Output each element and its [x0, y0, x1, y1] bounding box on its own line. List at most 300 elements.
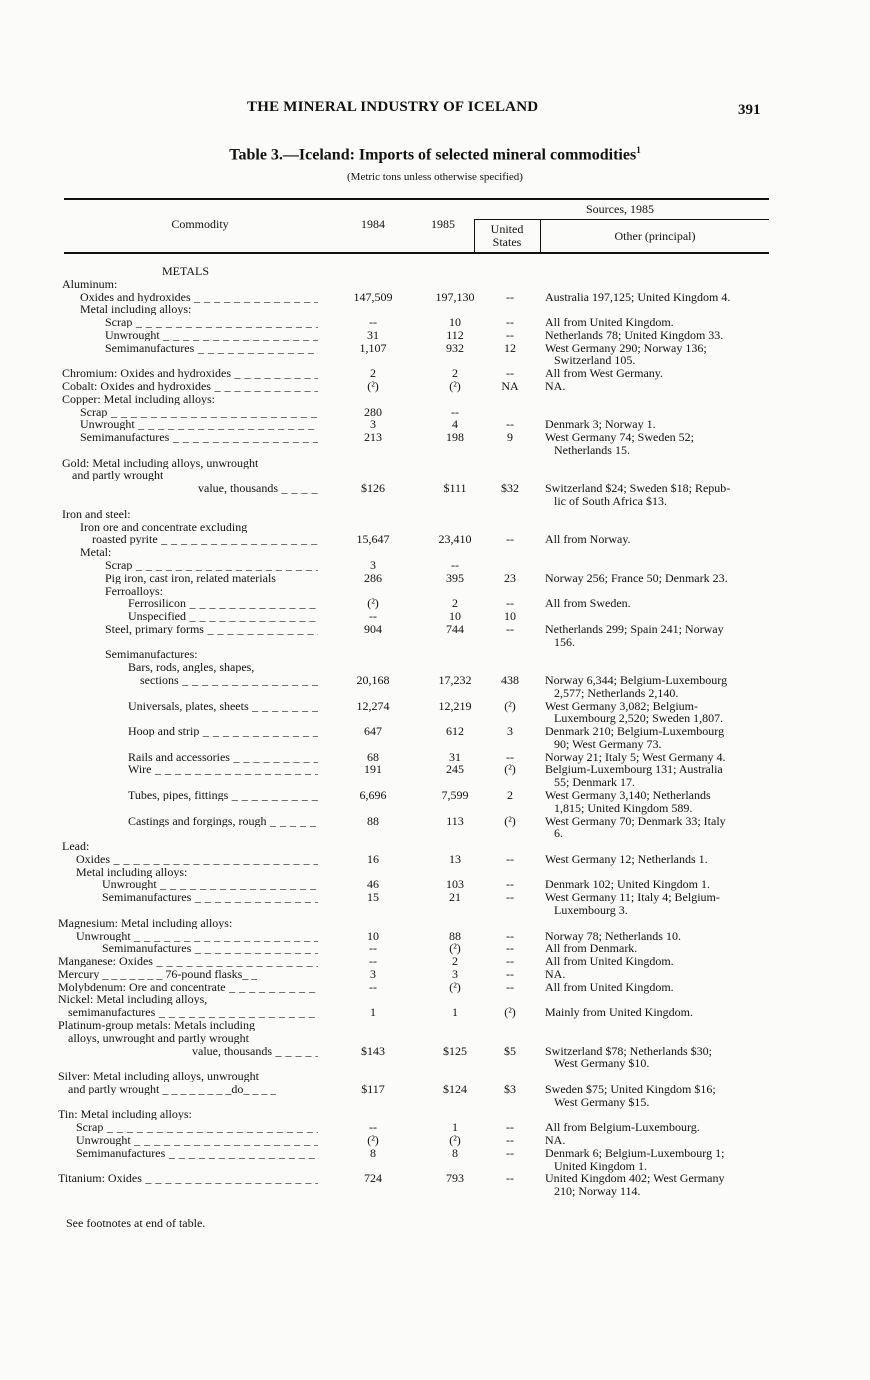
row-label: Manganese: Oxides _ _ _ — [58, 956, 318, 967]
row-label: sections _ _ _ — [140, 675, 318, 686]
table-row — [0, 570, 870, 586]
cell-1984: 46 — [367, 877, 379, 892]
cell-1985: (²) — [449, 979, 461, 994]
table-row — [0, 355, 870, 368]
cell-other-sources: Norway 78; Netherlands 10. — [545, 928, 681, 943]
cell-united-states: 23 — [504, 570, 516, 585]
cell-united-states: -- — [506, 315, 514, 330]
cell-united-states: -- — [506, 417, 514, 432]
row-label: value, thousands _ _ _ — [192, 1046, 318, 1057]
table-title-footnote-marker: 1 — [636, 145, 641, 155]
cell-1984: 3 — [370, 417, 376, 432]
cell-1985: -- — [451, 404, 459, 419]
table-row — [0, 611, 870, 624]
cell-other-sources: United Kingdom 402; West Germany — [545, 1171, 725, 1186]
cell-united-states: -- — [506, 596, 514, 611]
cell-1985: 10 — [449, 315, 461, 330]
cell-united-states: 12 — [504, 340, 516, 355]
row-label: Metal: — [80, 547, 112, 559]
row-label: alloys, unwrought and partly wrought — [68, 1032, 249, 1044]
table-row — [0, 905, 870, 918]
cell-1985: 21 — [449, 890, 461, 905]
cell-1984: $143 — [361, 1043, 385, 1058]
cell-united-states: -- — [506, 621, 514, 636]
row-label: Semimanufactures _ _ _ — [76, 1148, 318, 1159]
cell-1985: (²) — [449, 1133, 461, 1148]
cell-1984: 724 — [364, 1171, 382, 1186]
table-row — [0, 979, 870, 995]
cell-other-sources: West Germany 11; Italy 4; Belgium- — [545, 890, 720, 905]
cell-1985: 2 — [452, 366, 458, 381]
row-label: Metal including alloys: — [80, 304, 192, 316]
cell-united-states: -- — [506, 877, 514, 892]
table-row — [0, 1109, 870, 1122]
cell-other-sources: All from United Kingdom. — [545, 315, 674, 330]
table-row — [0, 851, 870, 867]
cell-1984: -- — [369, 1120, 377, 1135]
table-row — [0, 1173, 870, 1186]
cell-1985: 12,219 — [438, 698, 472, 713]
table-row — [0, 1094, 870, 1110]
row-label: Scrap _ _ _ — [105, 317, 318, 328]
cell-other-sources: NA. — [545, 379, 566, 394]
row-label: Titanium: Oxides _ _ _ — [58, 1173, 318, 1184]
table-row — [0, 442, 870, 458]
row-label: Scrap _ _ _ — [76, 1122, 318, 1133]
table-row — [0, 496, 870, 509]
cell-other-sources: 210; Norway 114. — [554, 1184, 641, 1199]
table-row — [0, 1186, 870, 1199]
row-label-suffix: _ _ _ _ _ _ _ 76-pound flasks_ _ — [99, 968, 258, 980]
row-label: Unwrought _ _ _ — [105, 330, 318, 341]
cell-other-sources: West Germany 3,140; Netherlands — [545, 787, 711, 802]
row-label: Tubes, pipes, fittings _ _ _ — [128, 790, 318, 801]
table-row — [0, 470, 870, 483]
cell-other-sources: Switzerland 105. — [554, 353, 636, 368]
table-row — [0, 994, 870, 1007]
table-row — [0, 1058, 870, 1071]
cell-other-sources: Denmark 6; Belgium-Luxembourg 1; — [545, 1145, 725, 1160]
table-row — [0, 432, 870, 445]
row-label: Hoop and strip _ _ _ — [128, 726, 318, 737]
cell-other-sources: West Germany 74; Sweden 52; — [545, 430, 695, 445]
row-label: value, thousands _ _ _ — [198, 483, 318, 494]
row-label: Aluminum: — [62, 278, 118, 290]
cell-1985: 245 — [446, 762, 464, 777]
cell-1985: 17,232 — [438, 672, 472, 687]
cell-1985: 197,130 — [435, 289, 475, 304]
cell-1984: 31 — [367, 327, 379, 342]
cell-other-sources: lic of South Africa $13. — [554, 494, 667, 509]
table-row — [0, 266, 870, 279]
table-row — [0, 1145, 870, 1161]
row-label: Pig iron, cast iron, related materials — [105, 572, 276, 584]
table-row — [0, 598, 870, 611]
table-row — [0, 841, 870, 854]
cell-other-sources: All from Belgium-Luxembourg. — [545, 1120, 700, 1135]
row-label: METALS — [162, 266, 210, 277]
cell-1985: $124 — [443, 1081, 467, 1096]
row-label: Universals, plates, sheets _ _ _ — [128, 701, 318, 712]
cell-other-sources: 2,577; Netherlands 2,140. — [554, 685, 679, 700]
cell-united-states: -- — [506, 941, 514, 956]
cell-other-sources: West Germany $15. — [554, 1094, 650, 1109]
cell-united-states: -- — [506, 366, 514, 381]
row-label: Metal including alloys: — [76, 866, 188, 878]
header-sources-1985: Sources, 1985 — [586, 202, 654, 216]
table-row — [0, 394, 870, 407]
table-row — [0, 787, 870, 803]
row-label: Molybdenum: Ore and concentrate _ _ _ — [58, 982, 318, 993]
cell-1984: 286 — [364, 570, 382, 585]
cell-united-states: -- — [506, 327, 514, 342]
table-row — [0, 713, 870, 726]
cell-united-states: -- — [506, 851, 514, 866]
cell-other-sources: 156. — [554, 634, 575, 649]
cell-1985: 31 — [449, 749, 461, 764]
row-label: Steel, primary forms _ _ _ — [105, 624, 318, 635]
cell-1984: 6,696 — [359, 787, 387, 802]
cell-1985: 2 — [452, 954, 458, 969]
cell-1984: 1,107 — [359, 340, 387, 355]
cell-other-sources: Australia 197,125; United Kingdom 4. — [545, 289, 731, 304]
cell-other-sources: West Germany 12; Netherlands 1. — [545, 851, 708, 866]
row-label: Oxides and hydroxides _ _ _ — [80, 292, 318, 303]
cell-other-sources: All from United Kingdom. — [545, 979, 674, 994]
cell-united-states: 3 — [507, 724, 513, 739]
cell-1985: 1 — [452, 1005, 458, 1020]
cell-1985: (²) — [449, 379, 461, 394]
table-row — [0, 634, 870, 650]
cell-1985: 10 — [449, 609, 461, 624]
cell-1985: 612 — [446, 724, 464, 739]
cell-united-states: -- — [506, 954, 514, 969]
table-row — [0, 698, 870, 714]
header-1984: 1984 — [361, 217, 385, 231]
table-row — [0, 649, 870, 662]
table-row — [0, 547, 870, 560]
table-row — [0, 522, 870, 535]
cell-united-states: 9 — [507, 430, 513, 445]
table-row — [0, 943, 870, 956]
cell-1984: (²) — [367, 596, 379, 611]
header-commodity: Commodity — [171, 217, 229, 231]
cell-1985: 23,410 — [438, 532, 472, 547]
row-label: Ferroalloys: — [105, 585, 163, 597]
cell-1985: 932 — [446, 340, 464, 355]
table-row — [0, 557, 870, 573]
row-label: Iron and steel: — [62, 508, 131, 520]
table-row — [0, 879, 870, 892]
cell-1984: -- — [369, 954, 377, 969]
cell-other-sources: All from Sweden. — [545, 596, 631, 611]
row-label: Unwrought _ _ _ — [76, 1135, 318, 1146]
cell-other-sources: Denmark 3; Norway 1. — [545, 417, 656, 432]
cell-other-sources: All from Norway. — [545, 532, 631, 547]
row-label: Copper: Metal including alloys: — [62, 393, 215, 405]
cell-united-states: -- — [506, 890, 514, 905]
row-label: and partly wrought _ _ _ _ _ _ _ _do_ _ _ _ — [68, 1083, 277, 1095]
row-label: Castings and forgings, rough _ _ _ — [128, 816, 318, 827]
table-row — [0, 419, 870, 432]
cell-other-sources: United Kingdom 1. — [554, 1158, 647, 1173]
table-row — [0, 1158, 870, 1174]
cell-1984: (²) — [367, 379, 379, 394]
cell-other-sources: All from West Germany. — [545, 366, 664, 381]
row-label: Gold: Metal including alloys, unwrought — [62, 457, 259, 469]
cell-united-states: $32 — [501, 481, 519, 496]
header-other-principal: Other (principal) — [614, 229, 696, 243]
cell-other-sources: 1,815; United Kingdom 589. — [554, 800, 693, 815]
cell-1984: -- — [369, 941, 377, 956]
cell-other-sources: NA. — [545, 966, 566, 981]
cell-1984: $126 — [361, 481, 385, 496]
page-number: 391 — [738, 102, 761, 118]
cell-1984: 2 — [370, 366, 376, 381]
table-row — [0, 1081, 870, 1097]
cell-united-states: -- — [506, 1145, 514, 1160]
row-label: Semimanufactures _ _ _ — [102, 943, 318, 954]
table-row — [0, 956, 870, 969]
cell-1984: 68 — [367, 749, 379, 764]
cell-1984: $117 — [361, 1081, 385, 1096]
cell-other-sources: West Germany 3,082; Belgium- — [545, 698, 699, 713]
cell-other-sources: West Germany 70; Denmark 33; Italy — [545, 813, 726, 828]
row-label: Oxides _ _ _ — [76, 854, 318, 865]
table-row — [0, 586, 870, 599]
table-row — [0, 800, 870, 816]
cell-other-sources: 90; West Germany 73. — [554, 736, 662, 751]
table-row — [0, 685, 870, 701]
table-row — [0, 1007, 870, 1020]
cell-united-states: 438 — [501, 672, 519, 687]
row-label: Mercury _ _ _ _ _ _ _ 76-pound flasks_ _ — [58, 968, 258, 980]
row-label: Semimanufactures _ _ _ — [102, 892, 318, 903]
row-label-suffix: _ _ _ _ _ _ _ _do_ _ _ _ — [159, 1083, 277, 1095]
table-row — [0, 966, 870, 982]
cell-other-sources: NA. — [545, 1133, 566, 1148]
cell-1984: 15 — [367, 890, 379, 905]
row-label: Semimanufactures _ _ _ — [80, 432, 318, 443]
table-row — [0, 813, 870, 829]
table-row — [0, 1122, 870, 1135]
cell-united-states: NA — [501, 379, 519, 394]
cell-united-states: -- — [506, 1133, 514, 1148]
cell-1985: 7,599 — [441, 787, 469, 802]
cell-1984: 1 — [370, 1005, 376, 1020]
row-label: Unwrought _ _ _ — [80, 419, 318, 430]
cell-other-sources: Belgium-Luxembourg 131; Australia — [545, 762, 723, 777]
row-label: Silver: Metal including alloys, unwrought — [58, 1071, 259, 1083]
row-label: Platinum-group metals: Metals including — [58, 1020, 255, 1032]
cell-united-states: $5 — [504, 1043, 516, 1058]
row-label: and partly wrought — [72, 470, 164, 482]
table-row — [0, 764, 870, 777]
cell-other-sources: Norway 21; Italy 5; West Germany 4. — [545, 749, 726, 764]
table-row — [0, 1043, 870, 1059]
cell-other-sources: Luxembourg 2,520; Sweden 1,807. — [554, 711, 724, 726]
running-head: THE MINERAL INDUSTRY OF ICELAND — [247, 99, 539, 115]
table-row — [0, 483, 870, 496]
header-united-states: United States — [490, 222, 524, 249]
cell-1984: 280 — [364, 404, 382, 419]
table-row — [0, 621, 870, 637]
row-label: Scrap _ _ _ — [105, 560, 318, 571]
cell-other-sources: 55; Denmark 17. — [554, 775, 635, 790]
row-label: Ferrosilicon _ _ _ — [128, 598, 318, 609]
cell-1984: 10 — [367, 928, 379, 943]
cell-other-sources: All from Denmark. — [545, 941, 638, 956]
table-subtitle: (Metric tons unless otherwise specified) — [347, 171, 523, 183]
cell-other-sources: Netherlands 299; Spain 241; Norway — [545, 621, 724, 636]
cell-other-sources: Norway 6,344; Belgium-Luxembourg — [545, 672, 728, 687]
cell-1985: 2 — [452, 596, 458, 611]
row-label: Nickel: Metal including alloys, — [58, 994, 208, 1006]
row-label: Cobalt: Oxides and hydroxides _ _ _ — [62, 381, 318, 392]
table-row — [0, 509, 870, 522]
cell-1985: 198 — [446, 430, 464, 445]
table-row — [0, 404, 870, 420]
row-label: Tin: Metal including alloys: — [58, 1109, 192, 1121]
row-label: Unwrought _ _ _ — [76, 931, 318, 942]
table-row — [0, 918, 870, 931]
row-label: Wire _ _ _ — [128, 764, 318, 775]
table-title-text: Table 3.—Iceland: Imports of selected mineral commodities — [229, 146, 637, 164]
cell-united-states: (²) — [504, 813, 516, 828]
cell-1985: 744 — [446, 621, 464, 636]
row-label: semimanufactures _ _ _ — [68, 1007, 318, 1018]
row-label: Bars, rods, angles, shapes, — [128, 662, 255, 674]
row-label: Rails and accessories _ _ _ — [128, 752, 318, 763]
cell-united-states: -- — [506, 289, 514, 304]
cell-other-sources: Mainly from United Kingdom. — [545, 1005, 693, 1020]
cell-other-sources: Denmark 102; United Kingdom 1. — [545, 877, 710, 892]
cell-1984: 213 — [364, 430, 382, 445]
cell-other-sources: Norway 256; France 50; Denmark 23. — [545, 570, 728, 585]
table-row — [0, 304, 870, 317]
table-row — [0, 534, 870, 547]
cell-1985: 112 — [446, 327, 464, 342]
cell-united-states: -- — [506, 979, 514, 994]
cell-1984: 904 — [364, 621, 382, 636]
table-row — [0, 279, 870, 292]
table-row — [0, 928, 870, 944]
table-row — [0, 867, 870, 880]
cell-1985: 113 — [446, 813, 464, 828]
row-label: Lead: — [62, 841, 90, 853]
cell-other-sources: Sweden $75; United Kingdom $16; — [545, 1081, 716, 1096]
cell-1985: 4 — [452, 417, 458, 432]
table-row — [0, 892, 870, 905]
cell-other-sources: Luxembourg 3. — [554, 903, 628, 917]
table-row — [0, 1071, 870, 1084]
cell-united-states: $3 — [504, 1081, 516, 1096]
cell-1984: 15,647 — [356, 532, 390, 547]
cell-1984: -- — [369, 979, 377, 994]
table-row — [0, 317, 870, 330]
header-1985: 1985 — [431, 217, 455, 231]
cell-united-states: (²) — [504, 698, 516, 713]
table-row — [0, 777, 870, 790]
cell-1985: 793 — [446, 1171, 464, 1186]
cell-1985: $111 — [443, 481, 467, 496]
cell-1985: 8 — [452, 1145, 458, 1160]
cell-1984: 647 — [364, 724, 382, 739]
table-row — [0, 1033, 870, 1046]
cell-1984: 88 — [367, 813, 379, 828]
cell-1985: -- — [451, 557, 459, 572]
cell-other-sources: Denmark 210; Belgium-Luxembourg — [545, 724, 725, 739]
cell-1984: 20,168 — [356, 672, 390, 687]
cell-1984: 8 — [370, 1145, 376, 1160]
cell-1985: 13 — [449, 851, 461, 866]
table-row — [0, 340, 870, 356]
cell-other-sources: Netherlands 15. — [554, 442, 630, 457]
cell-other-sources: West Germany $10. — [554, 1056, 650, 1071]
table-row — [0, 368, 870, 381]
cell-other-sources: West Germany 290; Norway 136; — [545, 340, 707, 355]
table-row — [0, 749, 870, 765]
row-label: Magnesium: Metal including alloys: — [58, 917, 233, 929]
row-label: Scrap _ _ _ — [80, 407, 318, 418]
cell-united-states: 2 — [507, 787, 513, 802]
cell-1985: (²) — [449, 941, 461, 956]
cell-united-states: (²) — [504, 762, 516, 777]
cell-united-states: -- — [506, 532, 514, 547]
table-row — [0, 289, 870, 305]
row-label: Iron ore and concentrate excluding — [80, 521, 248, 533]
cell-other-sources: Switzerland $24; Sweden $18; Repub- — [545, 481, 731, 496]
table-row — [0, 327, 870, 343]
cell-other-sources: Netherlands 78; United Kingdom 33. — [545, 327, 724, 342]
row-label: Unspecified _ _ _ — [128, 611, 318, 622]
cell-1984: -- — [369, 315, 377, 330]
cell-1984: 12,274 — [356, 698, 390, 713]
cell-1984: 147,509 — [353, 289, 393, 304]
cell-1985: $125 — [443, 1043, 467, 1058]
cell-1985: 3 — [452, 966, 458, 981]
row-label: Unwrought _ _ _ — [102, 879, 318, 890]
table-row — [0, 828, 870, 841]
cell-other-sources: Switzerland $78; Netherlands $30; — [545, 1043, 712, 1058]
cell-other-sources: All from United Kingdom. — [545, 954, 674, 969]
cell-1984: (²) — [367, 1133, 379, 1148]
cell-united-states: 10 — [504, 609, 516, 624]
cell-united-states: -- — [506, 928, 514, 943]
cell-united-states: (²) — [504, 1005, 516, 1020]
table-row — [0, 662, 870, 675]
footnote-reference: See footnotes at end of table. — [66, 1216, 206, 1230]
table-row — [0, 726, 870, 739]
cell-1985: 395 — [446, 570, 464, 585]
cell-united-states: -- — [506, 966, 514, 981]
table-row — [0, 458, 870, 471]
cell-united-states: -- — [506, 749, 514, 764]
cell-1985: 1 — [452, 1120, 458, 1135]
cell-other-sources: 6. — [554, 826, 563, 841]
row-label: Chromium: Oxides and hydroxides _ _ _ — [62, 368, 318, 379]
cell-1985: 103 — [446, 877, 464, 892]
cell-1984: 3 — [370, 557, 376, 572]
table-row — [0, 381, 870, 394]
cell-united-states: -- — [506, 1120, 514, 1135]
cell-1985: 88 — [449, 928, 461, 943]
table-row — [0, 672, 870, 688]
table-row — [0, 736, 870, 752]
cell-1984: 16 — [367, 851, 379, 866]
row-label: roasted pyrite _ _ _ — [92, 534, 318, 545]
table-row — [0, 1020, 870, 1033]
